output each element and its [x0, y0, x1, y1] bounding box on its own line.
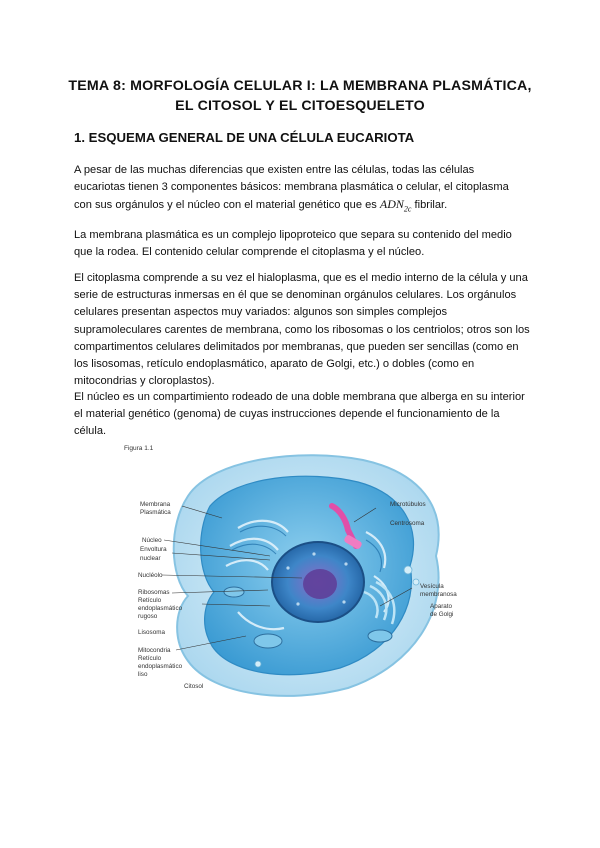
label-reticulo-liso-1: Retículo — [138, 655, 162, 662]
label-microtubulos: Microtúbulos — [390, 501, 426, 508]
paragraph-line: eucariotas tienen 3 componentes básicos: membrana plasmática o celular, el citoplasma — [74, 181, 509, 194]
cell-illustration — [118, 436, 486, 706]
paragraph-line-text: con sus orgánulos y el núcleo con el material genético que es — [74, 199, 380, 212]
paragraph-line: celulares presentan aspectos muy variados: algunos son simples complejos — [74, 306, 448, 319]
paragraph-line: célula. — [74, 425, 107, 438]
paragraph-line: los lisosomas, retículo endoplasmático, aparato de Golgi, etc.) o dobles (como en — [74, 358, 475, 371]
paragraph-3 — [74, 270, 534, 390]
paragraph-line: A pesar de las muchas diferencias que existen entre las células, todas las células — [74, 164, 475, 176]
label-nucleolo: Nucléolo — [138, 572, 163, 579]
paragraph-line: que la rodea. El contenido celular comprende el citoplasma y el núcleo. — [74, 246, 425, 259]
label-reticulo-liso-3: liso — [138, 671, 148, 678]
label-membrana: Membrana — [140, 501, 171, 508]
nucleolus-shape — [303, 569, 337, 599]
paragraph-2 — [74, 227, 534, 261]
cell-figure — [118, 436, 486, 706]
paragraph-line: El núcleo es un compartimiento rodeado de una doble membrana que alberga en su interior — [74, 391, 525, 403]
paragraph-1 — [74, 162, 534, 218]
label-reticulo-liso-2: endoplasmático — [138, 663, 183, 670]
label-nucleo: Núcleo — [142, 537, 162, 544]
figure-caption: Figura 1.1 — [124, 445, 154, 452]
paragraph-line: serie de estructuras inmersas en él que se denominan orgánulos celulares. Los orgánulos — [74, 289, 517, 302]
label-de-golgi: de Golgi — [430, 611, 454, 618]
paragraph-line: el material genético (genoma) de cuyas instrucciones depende el funcionamiento de la — [74, 408, 500, 421]
adn-formula — [379, 197, 412, 214]
label-aparato: Aparato — [430, 603, 453, 610]
section-heading: 1. ESQUEMA GENERAL DE UNA CÉLULA EUCARIOTA — [74, 130, 415, 145]
label-ribosomas: Ribosomas — [138, 589, 170, 596]
label-citosol: Citosol — [184, 683, 204, 690]
label-reticulo-rugoso-1: Retículo — [138, 597, 162, 604]
label-envoltura: Envoltura — [140, 546, 167, 553]
page-title-line-2: EL CITOSOL Y EL CITOESQUELETO — [175, 98, 425, 114]
paragraph-4 — [74, 389, 534, 441]
adn-text: ADN — [379, 197, 404, 212]
label-reticulo-rugoso-3: rugoso — [138, 613, 158, 620]
label-reticulo-rugoso-2: endoplasmático — [138, 605, 183, 612]
paragraph-line: supramoleculares carentes de membrana, como los ribosomas o los centriolos; otros son los — [74, 323, 530, 336]
paragraph-line: compartimentos celulares delimitados por membranas, que pueden ser sencillas (como en — [74, 340, 519, 353]
label-lisosoma: Lisosoma — [138, 629, 165, 636]
label-centrosoma: Centrosoma — [390, 520, 425, 527]
adn-subscript: 2c — [403, 204, 412, 214]
label-plasmatica: Plasmática — [140, 509, 171, 516]
label-nuclear: nuclear — [140, 555, 161, 562]
paragraph-line: mitocondrias y cloroplastos). — [74, 375, 215, 388]
page-title — [60, 76, 540, 116]
paragraph-line — [74, 196, 534, 218]
label-vesicula: Vesícula — [420, 583, 444, 590]
label-mitocondria: Mitocondria — [138, 647, 171, 654]
paragraph-line: La membrana plasmática es un complejo lipoproteico que separa su contenido del medio — [74, 229, 512, 241]
page-title-line-1: TEMA 8: MORFOLOGÍA CELULAR I: LA MEMBRANA PLASMÁTICA, — [68, 78, 532, 94]
label-membranosa: membranosa — [420, 591, 457, 598]
paragraph-line-tail: fibrilar. — [411, 199, 448, 212]
paragraph-line: El citoplasma comprende a su vez el hialoplasma, que es el medio interno de la célula y una — [74, 272, 528, 284]
